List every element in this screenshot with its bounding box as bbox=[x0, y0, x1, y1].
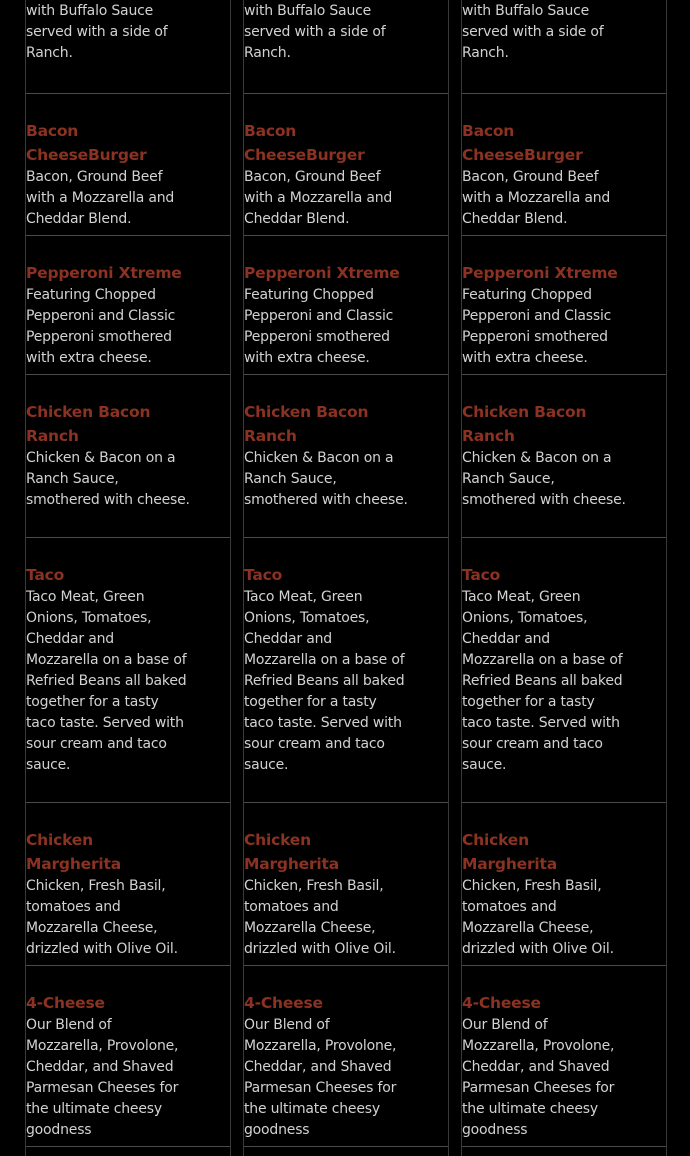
item-description: Chicken & Bacon on a Ranch Sauce, smothered with cheese. bbox=[26, 450, 190, 508]
menu-item-chicken-margherita bbox=[244, 803, 448, 966]
item-name: 4-Cheese bbox=[244, 994, 323, 1012]
menu-item-partial bbox=[462, 0, 666, 94]
item-name: Bacon CheeseBurger bbox=[462, 122, 583, 164]
item-description: Our Blend of Mozzarella, Provolone, Cheddar, and Shaved Parmesan Cheeses for the ultimate cheesy goodness bbox=[244, 1017, 397, 1138]
menu-item-partial bbox=[244, 0, 448, 94]
item-name: Chicken Bacon Ranch bbox=[244, 403, 369, 445]
menu-item-4-cheese bbox=[462, 966, 666, 1147]
item-description: Bacon, Ground Beef with a Mozzarella and Cheddar Blend. bbox=[26, 169, 175, 227]
menu-column-2 bbox=[243, 0, 449, 1156]
menu-item-chicken-bacon-ranch bbox=[462, 375, 666, 538]
menu-item-bacon-cheeseburger bbox=[462, 94, 666, 236]
item-description: with Buffalo Sauce served with a side of Ranch. bbox=[462, 3, 604, 61]
menu-item-next bbox=[26, 1147, 230, 1156]
item-description: Chicken, Fresh Basil, tomatoes and Mozzarella Cheese, drizzled with Olive Oil. bbox=[26, 878, 178, 957]
item-description: Chicken, Fresh Basil, tomatoes and Mozzarella Cheese, drizzled with Olive Oil. bbox=[244, 878, 396, 957]
item-name: Bacon CheeseBurger bbox=[244, 122, 365, 164]
menu-item-chicken-margherita bbox=[26, 803, 230, 966]
item-name: 4-Cheese bbox=[462, 994, 541, 1012]
item-description: Featuring Chopped Pepperoni and Classic Pepperoni smothered with extra cheese. bbox=[462, 287, 612, 366]
item-name: Chicken Margherita bbox=[244, 831, 339, 873]
item-name: Chicken Bacon Ranch bbox=[26, 403, 151, 445]
item-description: Taco Meat, Green Onions, Tomatoes, Cheddar and Mozzarella on a base of Refried Beans all baked together for a tasty taco taste. Served with sour cream and taco sauce. bbox=[244, 589, 405, 773]
item-name: Chicken Bacon Ranch bbox=[462, 403, 587, 445]
menu-item-partial bbox=[26, 0, 230, 94]
item-description: with Buffalo Sauce served with a side of Ranch. bbox=[26, 3, 168, 61]
menu-column-3 bbox=[461, 0, 667, 1156]
menu-item-chicken-bacon-ranch bbox=[244, 375, 448, 538]
item-description: Our Blend of Mozzarella, Provolone, Cheddar, and Shaved Parmesan Cheeses for the ultimate cheesy goodness bbox=[462, 1017, 615, 1138]
item-description: Taco Meat, Green Onions, Tomatoes, Cheddar and Mozzarella on a base of Refried Beans all baked together for a tasty taco taste. Served with sour cream and taco sauce. bbox=[26, 589, 187, 773]
item-description: with Buffalo Sauce served with a side of Ranch. bbox=[244, 3, 386, 61]
item-name: Chicken Margherita bbox=[462, 831, 557, 873]
item-description: Our Blend of Mozzarella, Provolone, Cheddar, and Shaved Parmesan Cheeses for the ultimate cheesy goodness bbox=[26, 1017, 179, 1138]
menu-item-pepperoni-xtreme bbox=[462, 236, 666, 375]
item-name: Bacon CheeseBurger bbox=[26, 122, 147, 164]
item-description: Featuring Chopped Pepperoni and Classic Pepperoni smothered with extra cheese. bbox=[26, 287, 176, 366]
item-name: Taco bbox=[462, 566, 501, 584]
menu-item-taco bbox=[244, 538, 448, 803]
item-description: Chicken & Bacon on a Ranch Sauce, smothered with cheese. bbox=[462, 450, 626, 508]
item-name: 4-Cheese bbox=[26, 994, 105, 1012]
item-name: Chicken Margherita bbox=[26, 831, 121, 873]
item-description: Bacon, Ground Beef with a Mozzarella and Cheddar Blend. bbox=[244, 169, 393, 227]
menu-item-pepperoni-xtreme bbox=[26, 236, 230, 375]
item-description: Taco Meat, Green Onions, Tomatoes, Cheddar and Mozzarella on a base of Refried Beans all baked together for a tasty taco taste. Served with sour cream and taco sauce. bbox=[462, 589, 623, 773]
item-name: Pepperoni Xtreme bbox=[462, 264, 618, 282]
menu-item-pepperoni-xtreme bbox=[244, 236, 448, 375]
item-description: Chicken, Fresh Basil, tomatoes and Mozzarella Cheese, drizzled with Olive Oil. bbox=[462, 878, 614, 957]
item-name: Pepperoni Xtreme bbox=[26, 264, 182, 282]
menu-item-taco bbox=[462, 538, 666, 803]
menu-item-next bbox=[244, 1147, 448, 1156]
menu-item-bacon-cheeseburger bbox=[26, 94, 230, 236]
item-name: Taco bbox=[244, 566, 283, 584]
menu-item-chicken-bacon-ranch bbox=[26, 375, 230, 538]
menu-item-4-cheese bbox=[26, 966, 230, 1147]
item-name: Pepperoni Xtreme bbox=[244, 264, 400, 282]
item-description: Bacon, Ground Beef with a Mozzarella and Cheddar Blend. bbox=[462, 169, 611, 227]
menu-item-4-cheese bbox=[244, 966, 448, 1147]
menu-column-1 bbox=[25, 0, 231, 1156]
item-name: Taco bbox=[26, 566, 65, 584]
item-description: Chicken & Bacon on a Ranch Sauce, smothered with cheese. bbox=[244, 450, 408, 508]
menu-item-taco bbox=[26, 538, 230, 803]
item-description: Featuring Chopped Pepperoni and Classic Pepperoni smothered with extra cheese. bbox=[244, 287, 394, 366]
menu-item-next bbox=[462, 1147, 666, 1156]
menu-item-bacon-cheeseburger bbox=[244, 94, 448, 236]
menu-item-chicken-margherita bbox=[462, 803, 666, 966]
